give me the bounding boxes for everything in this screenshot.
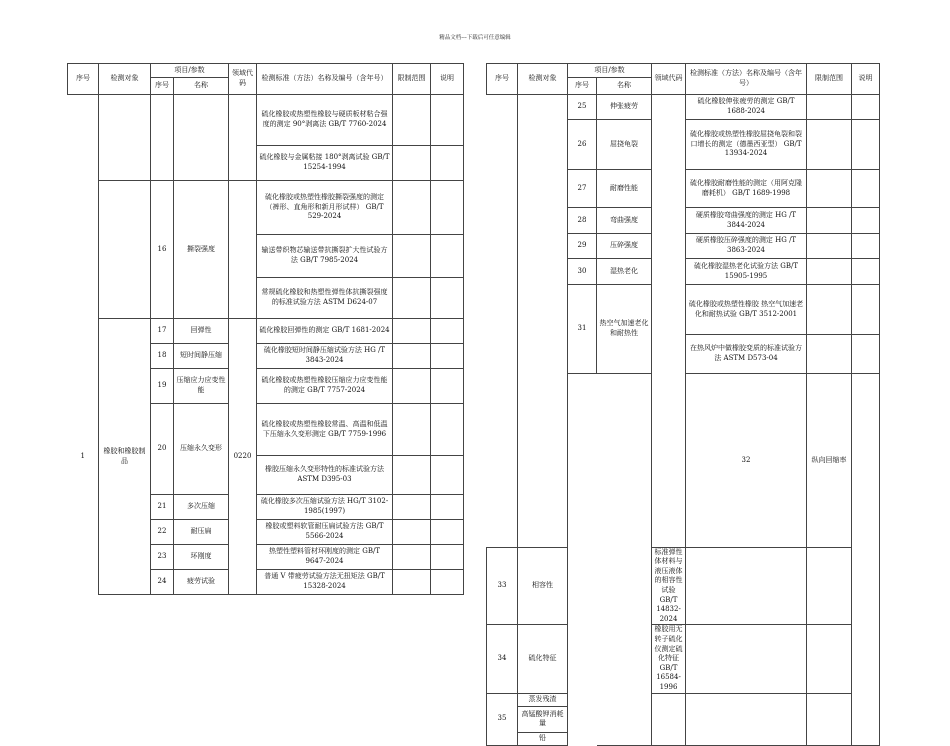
page-header: 精品文档---下载后可任意编辑 — [439, 35, 511, 41]
limit-cell — [393, 344, 431, 369]
item-name-29: 压碎强度 — [597, 234, 652, 259]
table-cell-seq-empty — [68, 181, 99, 319]
item-seq-cont — [151, 95, 174, 181]
note-cell — [431, 495, 464, 520]
item-name-26: 屈挠龟裂 — [597, 120, 652, 170]
limit-cell — [393, 319, 431, 344]
standard-cell: 硫化橡胶回弹性的测定 GB/T 1681-2024 — [257, 319, 393, 344]
col-limit: 限制范围 — [807, 64, 852, 95]
item-seq-25: 25 — [568, 95, 597, 120]
note-cell — [431, 181, 464, 235]
note-cell — [852, 208, 880, 234]
note-cell — [431, 146, 464, 181]
item-name-23: 环刚度 — [174, 545, 229, 570]
item-name-16: 撕裂强度 — [174, 181, 229, 319]
standard-cell: 橡胶用无转子硫化仪测定硫化特征 GB/T 16584-1996 — [652, 625, 686, 693]
table-cell-object-empty — [597, 374, 652, 746]
item-seq-27: 27 — [568, 170, 597, 208]
col-object: 检测对象 — [518, 64, 568, 95]
item-seq-22: 22 — [151, 520, 174, 545]
standard-cell: 热塑性塑料管材环刚度的测定 GB/T 9647-2024 — [257, 545, 393, 570]
col-item-seq: 序号 — [151, 78, 174, 95]
standard-cell: 普通 V 带疲劳试验方法无扭矩法 GB/T 15328-2024 — [257, 570, 393, 595]
table-cell-object-empty — [99, 181, 151, 319]
col-domain-code: 领域代码 — [229, 64, 257, 95]
standard-cell: 标准弹性体材料与液压液体的相容性试验 GB/T 14832-2024 — [652, 547, 686, 625]
limit-cell — [393, 278, 431, 319]
limit-cell — [807, 234, 852, 259]
item-seq-21: 21 — [151, 495, 174, 520]
limit-cell — [393, 545, 431, 570]
limit-cell — [393, 369, 431, 404]
note-cell — [807, 693, 852, 745]
note-cell — [852, 234, 880, 259]
note-cell — [431, 278, 464, 319]
item-name-32: 纵向回缩率 — [807, 374, 852, 548]
col-note: 说明 — [852, 64, 880, 95]
standard-cell: 硫化橡胶湿热老化试验方法 GB/T 15905-1995 — [686, 259, 807, 285]
col-limit: 限制范围 — [393, 64, 431, 95]
note-cell — [852, 335, 880, 374]
note-cell — [431, 456, 464, 495]
item-seq-28: 28 — [568, 208, 597, 234]
table-cell-seq-empty — [68, 95, 99, 181]
note-cell — [431, 570, 464, 595]
domain-code-empty — [229, 181, 257, 319]
item-seq-26: 26 — [568, 120, 597, 170]
standard-cell: 硫化橡胶耐磨性能的测定（用阿克隆磨耗机） GB/T 1689-1998 — [686, 170, 807, 208]
standard-cell: 输送带织物芯输送带抗撕裂扩大性试验方法 GB/T 7985-2024 — [257, 235, 393, 278]
right-table — [486, 63, 880, 746]
col-item-param: 项目/参数 — [151, 64, 229, 78]
item-name-18: 短时间静压缩 — [174, 344, 229, 369]
table-cell-seq-empty — [487, 95, 518, 548]
limit-cell — [686, 693, 807, 745]
domain-code-empty — [852, 374, 880, 746]
note-cell — [807, 625, 852, 693]
limit-cell — [393, 95, 431, 146]
col-standard: 检测标准（方法）名称及编号（含年号） — [257, 64, 393, 95]
note-cell — [852, 120, 880, 170]
note-cell — [431, 344, 464, 369]
standard-cell: 硬质橡胶弯曲强度的测定 HG /T 3844-2024 — [686, 208, 807, 234]
standard-cell: 橡胶或塑料软管耐压扁试验方法 GB/T 5566-2024 — [257, 520, 393, 545]
limit-cell — [807, 170, 852, 208]
item-seq-33: 33 — [487, 547, 518, 625]
limit-cell — [686, 547, 807, 625]
sub-name-cell: 铅 — [518, 732, 568, 745]
domain-code-cell: 0220 — [229, 319, 257, 595]
item-name-30: 湿热老化 — [597, 259, 652, 285]
item-name-20: 压缩永久变形 — [174, 404, 229, 495]
item-name-33: 相容性 — [518, 547, 568, 625]
note-cell — [431, 319, 464, 344]
item-name-19: 压缩应力应变性能 — [174, 369, 229, 404]
col-seq: 序号 — [487, 64, 518, 95]
limit-cell — [393, 181, 431, 235]
limit-cell — [393, 495, 431, 520]
standard-cell: 硫化橡胶短时间静压缩试验方法 HG /T 3843-2024 — [257, 344, 393, 369]
limit-cell — [686, 625, 807, 693]
note-cell — [431, 404, 464, 456]
note-cell — [431, 95, 464, 146]
note-cell — [852, 170, 880, 208]
limit-cell — [807, 335, 852, 374]
item-seq-34: 34 — [487, 625, 518, 693]
item-name-21: 多次压缩 — [174, 495, 229, 520]
item-seq-17: 17 — [151, 319, 174, 344]
item-name-cont — [174, 95, 229, 181]
item-name-22: 耐压扁 — [174, 520, 229, 545]
standard-cell — [652, 693, 686, 745]
standard-cell: 常规硫化橡胶和热塑性弹性体抗撕裂强度的标准试验方法 ASTM D624-07 — [257, 278, 393, 319]
standard-cell: 硫化橡胶或热塑性橡胶压缩应力应变性能的测定 GB/T 7757-2024 — [257, 369, 393, 404]
col-note: 说明 — [431, 64, 464, 95]
item-name-34: 硫化特征 — [518, 625, 568, 693]
limit-cell — [393, 146, 431, 181]
item-name-31: 热空气加速老化和耐热性 — [597, 285, 652, 374]
item-name-27: 耐磨性能 — [597, 170, 652, 208]
standard-cell: 硫化橡胶或热塑性橡胶常温、高温和低温下压缩永久变形测定 GB/T 7759-1996 — [257, 404, 393, 456]
sub-name-cell: 蒸发残渣 — [518, 693, 568, 706]
row-seq: 1 — [80, 451, 85, 460]
col-domain-code: 领域代码 — [652, 64, 686, 95]
limit-cell — [393, 235, 431, 278]
domain-code-empty — [652, 95, 686, 548]
item-seq-30: 30 — [568, 259, 597, 285]
col-item-name: 名称 — [174, 78, 229, 95]
note-cell — [852, 95, 880, 120]
standard-cell: 硫化橡胶或热塑性橡胶与硬质板材粘合强度的测定 90°剥离法 GB/T 7760-2024 — [257, 95, 393, 146]
col-item-name: 名称 — [597, 78, 652, 95]
sub-name-cell: 高锰酸钾消耗量 — [518, 706, 568, 732]
item-seq-29: 29 — [568, 234, 597, 259]
note-cell — [852, 259, 880, 285]
limit-cell — [807, 208, 852, 234]
note-cell — [431, 545, 464, 570]
item-seq-24: 24 — [151, 570, 174, 595]
item-seq-31: 31 — [568, 285, 597, 374]
standard-cell: 硫化橡胶伸张疲劳的测定 GB/T 1688-2024 — [686, 95, 807, 120]
table-cell-object-empty — [518, 95, 568, 548]
standard-cell: 橡胶压缩永久变形特性的标准试验方法 ASTM D395-03 — [257, 456, 393, 495]
item-seq-32: 32 — [686, 374, 807, 548]
table-cell-seq-empty — [568, 374, 597, 746]
standard-cell: 硫化橡胶或热塑性橡胶撕裂强度的测定（裤形、直角形和新月形试样） GB/T 529-2024 — [257, 181, 393, 235]
limit-cell — [393, 456, 431, 495]
standard-cell: 在热风炉中做橡胶变质的标准试验方法 ASTM D573-04 — [686, 335, 807, 374]
item-name-24: 疲劳试验 — [174, 570, 229, 595]
standard-cell: 硬质橡胶压碎强度的测定 HG /T 3863-2024 — [686, 234, 807, 259]
item-name-28: 弯曲强度 — [597, 208, 652, 234]
limit-cell — [393, 570, 431, 595]
limit-cell — [807, 95, 852, 120]
standard-cell: 硫化橡胶或热塑性橡胶屈挠龟裂和裂口增长的测定（德墨西亚型） GB/T 13934-2024 — [686, 120, 807, 170]
left-table — [67, 63, 464, 595]
domain-code-empty — [229, 95, 257, 181]
item-seq-16: 16 — [151, 181, 174, 319]
table-cell-object-empty — [99, 95, 151, 181]
item-seq-23: 23 — [151, 545, 174, 570]
note-cell — [431, 235, 464, 278]
note-cell — [807, 547, 852, 625]
limit-cell — [807, 259, 852, 285]
col-seq: 序号 — [68, 64, 99, 95]
col-standard: 检测标准（方法）名称及编号（含年号） — [686, 64, 807, 95]
standard-cell: 硫化橡胶与金属粘接 180°剥离试验 GB/T 15254-1994 — [257, 146, 393, 181]
note-cell — [431, 520, 464, 545]
item-seq-19: 19 — [151, 369, 174, 404]
limit-cell — [807, 285, 852, 335]
limit-cell — [807, 120, 852, 170]
item-seq-18: 18 — [151, 344, 174, 369]
col-item-seq: 序号 — [568, 78, 597, 95]
item-seq-20: 20 — [151, 404, 174, 495]
item-name-25: 伸张疲劳 — [597, 95, 652, 120]
object-cell: 橡胶和橡胶制品 — [99, 319, 151, 595]
limit-cell — [393, 404, 431, 456]
standard-cell: 硫化橡胶多次压缩试验方法 HG/T 3102-1985(1997) — [257, 495, 393, 520]
item-name-17: 回弹性 — [174, 319, 229, 344]
note-cell — [431, 369, 464, 404]
limit-cell — [393, 520, 431, 545]
note-cell — [852, 285, 880, 335]
item-seq-35: 35 — [487, 693, 518, 745]
standard-cell: 硫化橡胶或热塑性橡胶 热空气加速老化和耐热试验 GB/T 3512-2001 — [686, 285, 807, 335]
col-object: 检测对象 — [99, 64, 151, 95]
col-item-param: 项目/参数 — [568, 64, 652, 78]
